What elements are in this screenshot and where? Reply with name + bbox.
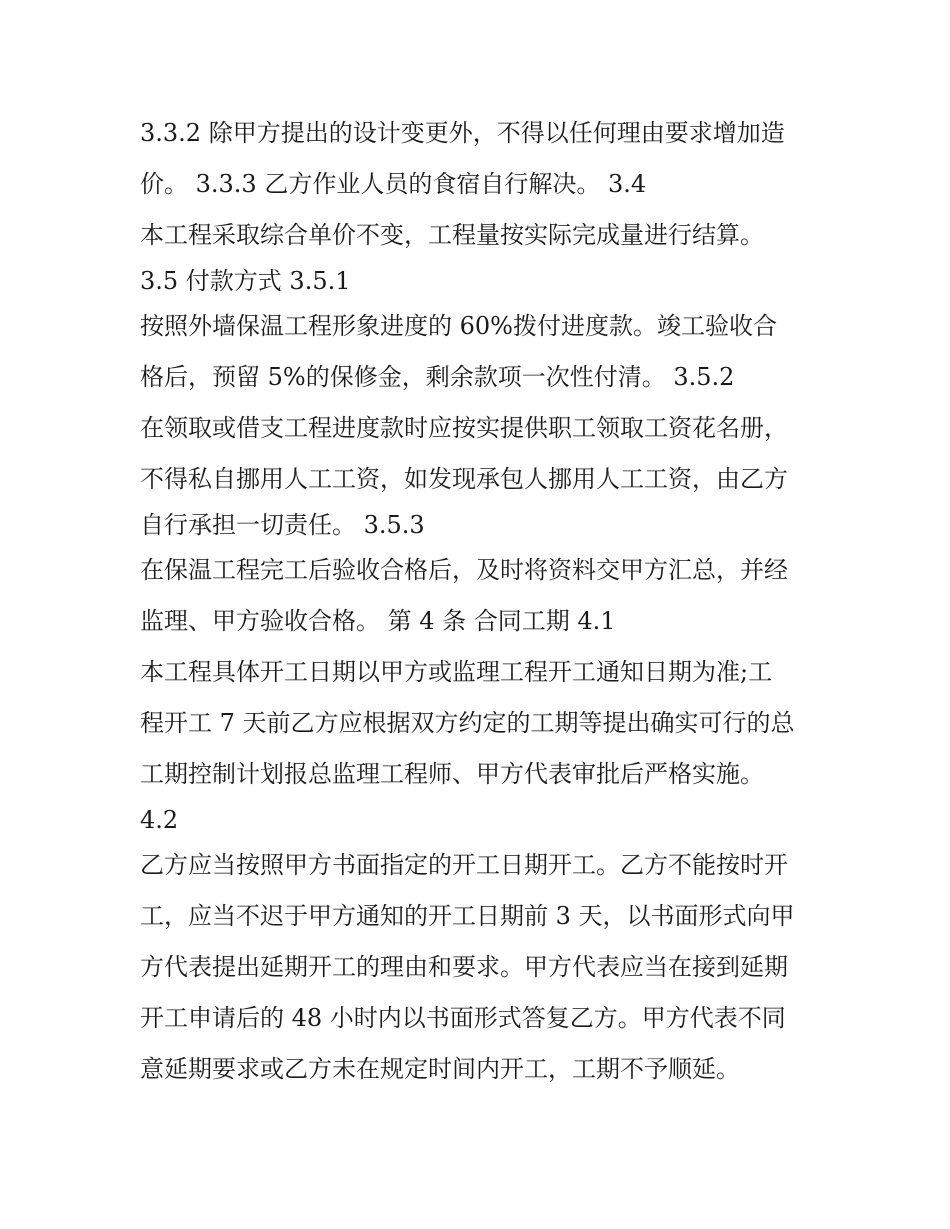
text-line: 格后，预留 5%的保修金，剩余款项一次性付清。 3.5.2 xyxy=(140,363,735,391)
text-line: 方代表提出延期开工的理由和要求。甲方代表应当在接到延期 xyxy=(140,953,788,981)
contract-text-block xyxy=(140,108,830,1095)
text-line: 按照外墙保温工程形象进度的 60%拨付进度款。竣工验收合 xyxy=(140,312,777,340)
text-line: 在保温工程完工后验收合格后，及时将资料交甲方汇总，并经 xyxy=(140,556,788,584)
text-line: 意延期要求或乙方未在规定时间内开工，工期不予顺延。 xyxy=(140,1055,740,1083)
text-line: 开工申请后的 48 小时内以书面形式答复乙方。甲方代表不同 xyxy=(140,1004,786,1032)
text-line: 本工程具体开工日期以甲方或监理工程开工通知日期为准;工 xyxy=(140,658,773,686)
text-line: 程开工 7 天前乙方应根据双方约定的工期等提出确实可行的总 xyxy=(140,709,795,737)
text-line: 工，应当不迟于甲方通知的开工日期前 3 天，以书面形式向甲 xyxy=(140,902,795,930)
text-line: 在领取或借支工程进度款时应按实提供职工领取工资花名册， xyxy=(140,414,788,442)
text-line: 本工程采取综合单价不变，工程量按实际完成量进行结算。 xyxy=(140,221,764,249)
text-line: 监理、甲方验收合格。 第 4 条 合同工期 4.1 xyxy=(140,607,616,635)
text-line: 不得私自挪用人工工资，如发现承包人挪用人工工资，由乙方 xyxy=(140,465,788,493)
text-line: 乙方应当按照甲方书面指定的开工日期开工。乙方不能按时开 xyxy=(140,851,788,879)
text-line: 自行承担一切责任。 3.5.3 xyxy=(140,511,425,539)
section-number-line: 4.2 xyxy=(140,806,179,834)
text-line: 价。 3.3.3 乙方作业人员的食宿自行解决。 3.4 xyxy=(140,170,647,198)
text-line: 3.3.2 除甲方提出的设计变更外，不得以任何理由要求增加造 xyxy=(140,119,785,147)
section-heading-line: 3.5 付款方式 3.5.1 xyxy=(140,267,351,295)
text-line: 工期控制计划报总监理工程师、甲方代表审批后严格实施。 xyxy=(140,760,764,788)
